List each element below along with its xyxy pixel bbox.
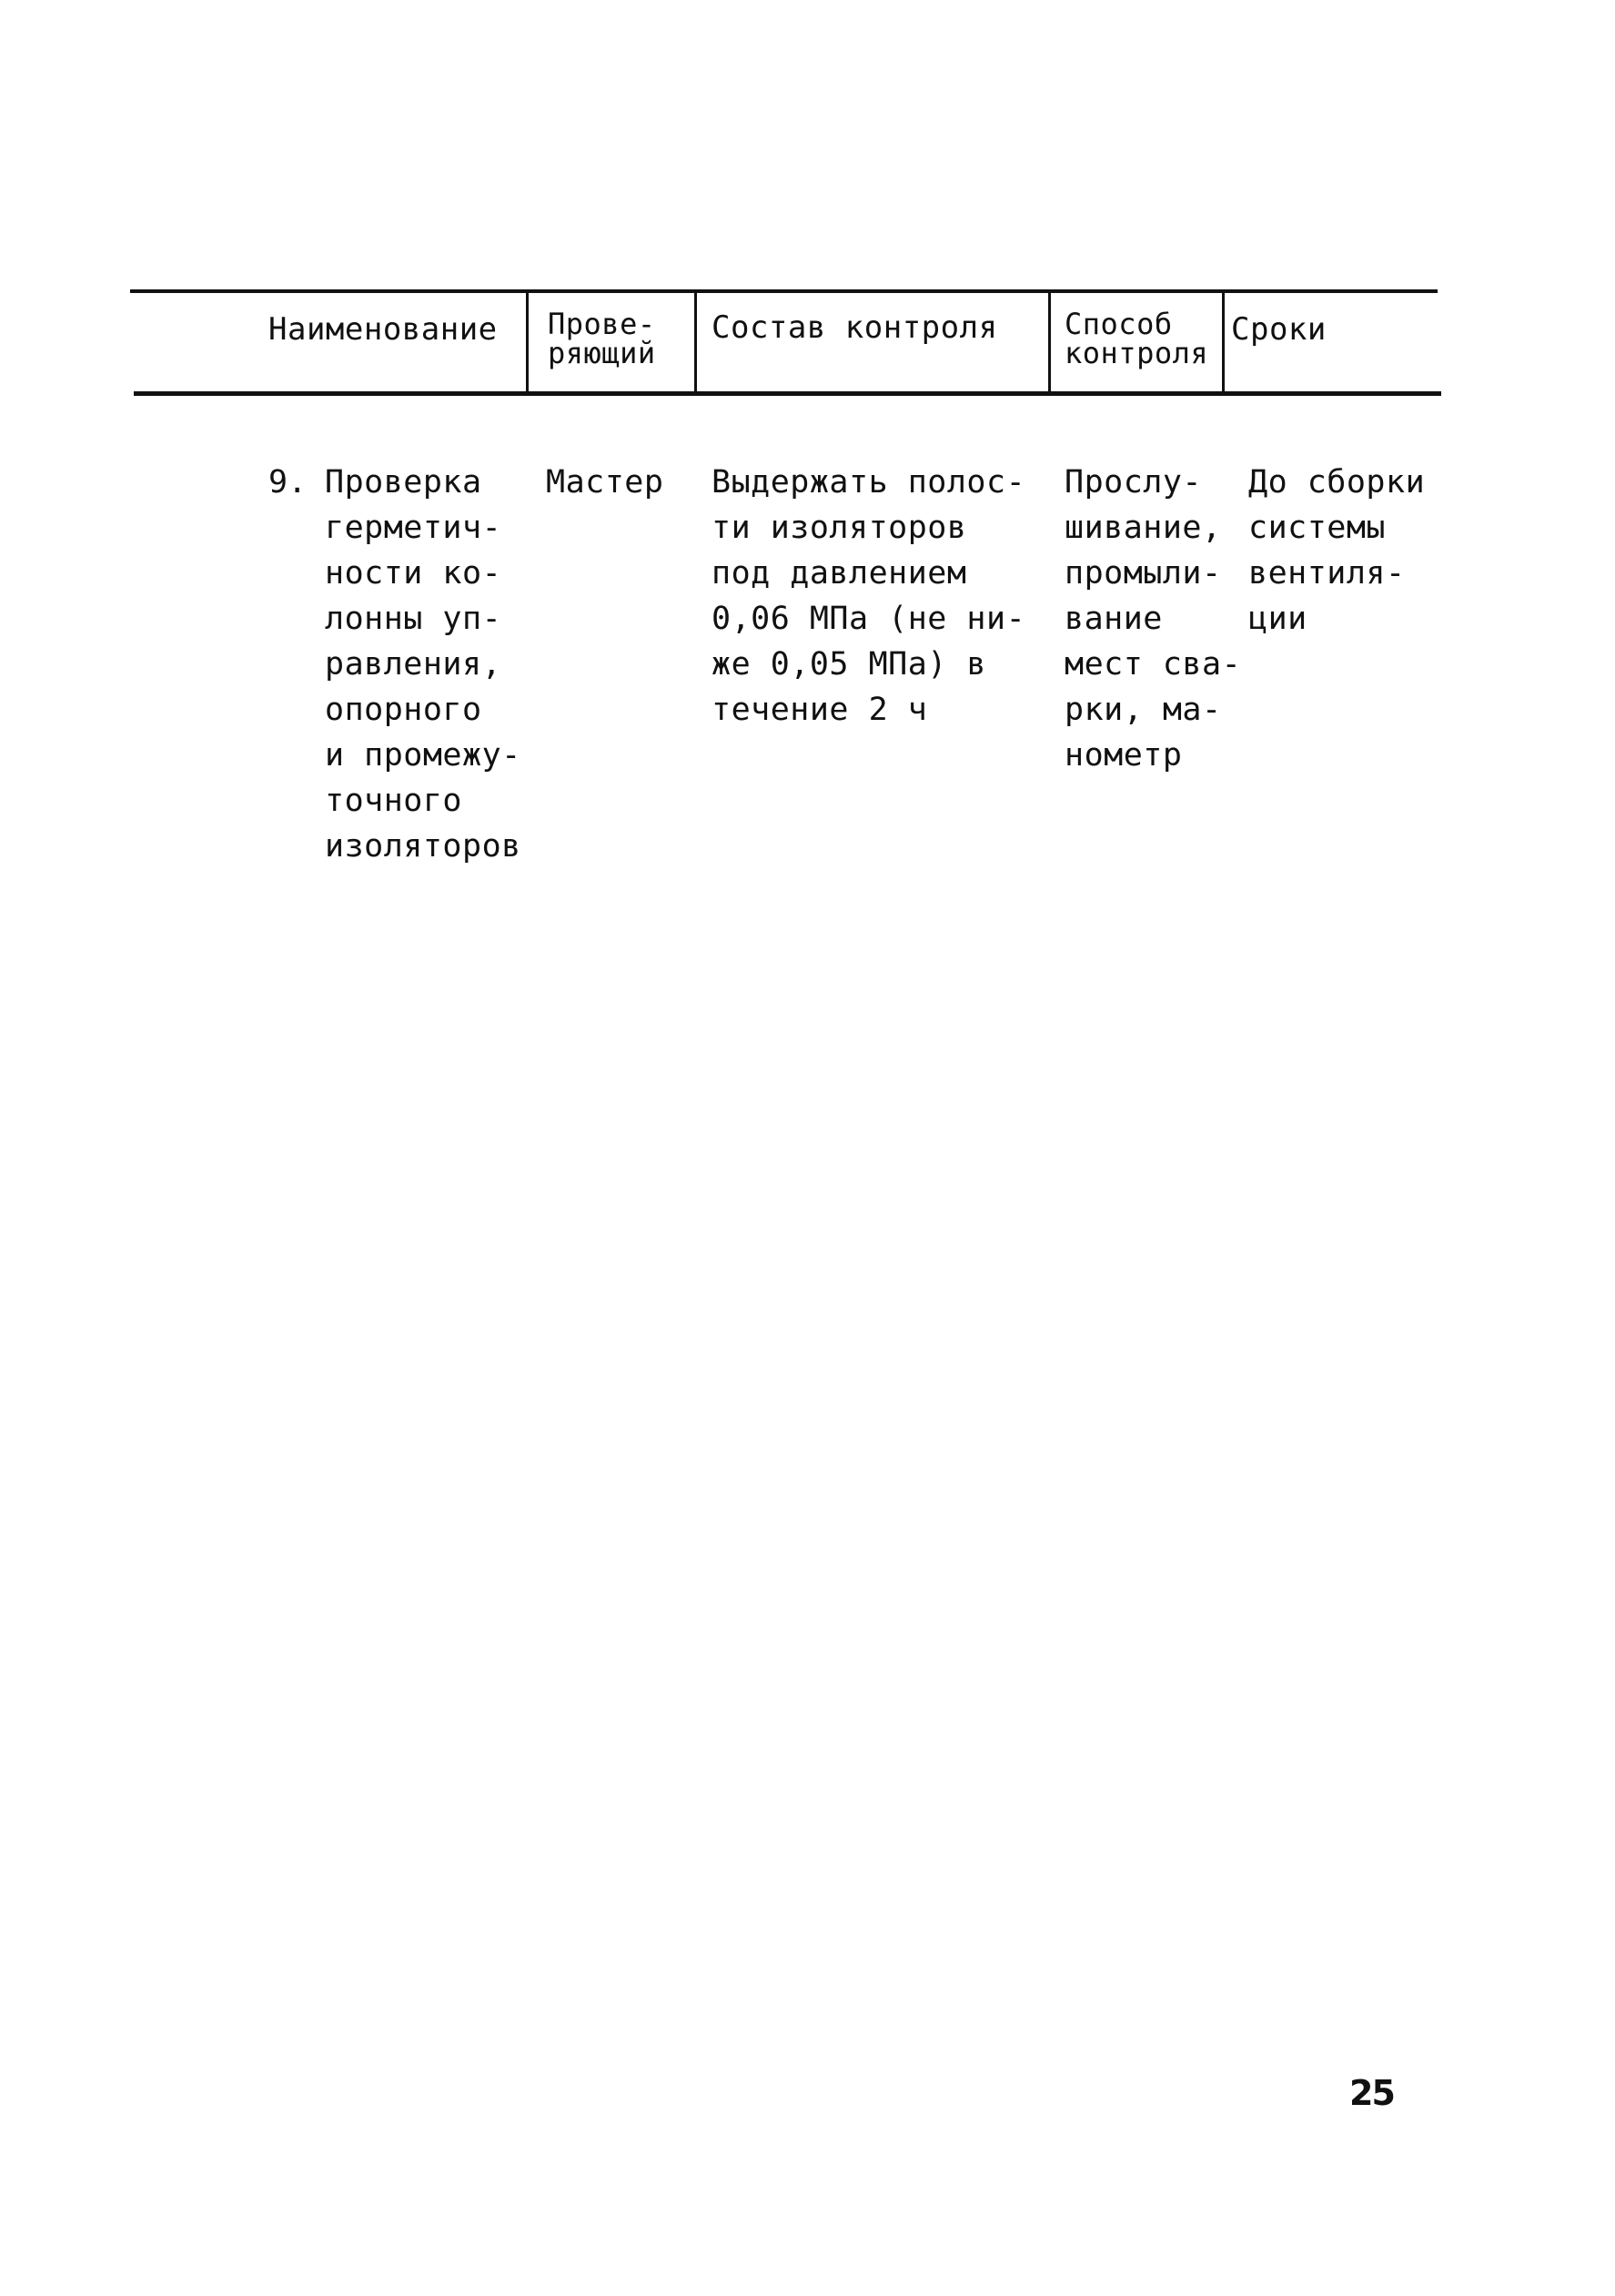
header-inspector: Прове- ряющий — [548, 307, 656, 370]
cell-method: Прослу- шивание, промыли- вание мест сва- рки, ма- нометр — [1065, 464, 1242, 774]
cell-name: Проверка герметич- ности ко- лонны уп- равления, опорного и промежу- точного изоляторов — [325, 464, 521, 865]
table-top-rule — [130, 289, 1438, 293]
header-name: Наименование — [268, 311, 498, 348]
header-method: Способ контроля — [1065, 307, 1209, 370]
column-divider — [1048, 293, 1051, 393]
cell-inspector: Мастер — [546, 464, 664, 501]
cell-content: Выдержать полос- ти изоляторов под давлением 0,06 МПа (не ни- же 0,05 МПа) в течение 2 ч — [712, 464, 1026, 728]
table-header-bottom-rule — [134, 391, 1441, 396]
column-divider — [694, 293, 697, 393]
row-number: 9. — [268, 464, 308, 501]
page-number: 25 — [1349, 2073, 1394, 2113]
header-terms: Сроки — [1231, 311, 1327, 348]
column-divider — [1222, 293, 1225, 393]
header-content: Состав контроля — [712, 309, 998, 346]
cell-terms: До сборки системы вентиля- ции — [1248, 464, 1426, 637]
column-divider — [526, 293, 529, 393]
